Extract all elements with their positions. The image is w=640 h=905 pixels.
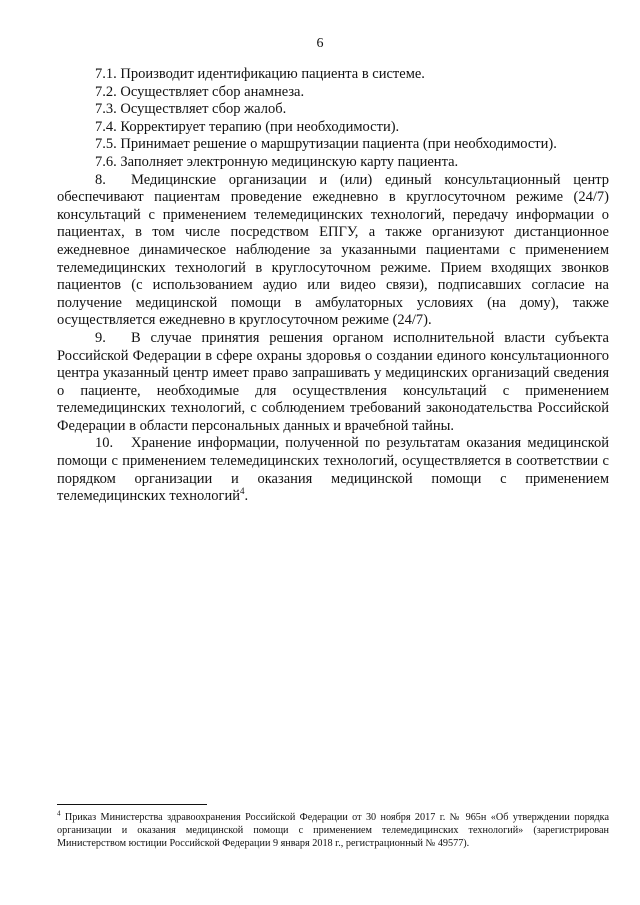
paragraph-8 (57, 172, 609, 330)
footnote-marker: 4 (57, 809, 61, 818)
footnote-reference[interactable]: 4 (240, 486, 245, 497)
footnote-text: Приказ Министерства здравоохранения Российской Федерации от 30 ноября 2017 г. № 965н «Об утверждении порядка организации и оказания медицинской помощи с применением телемедицинских технологий» (зарегистрирован Министерством юстиции Российской Федерации 9 января 2018 г., регистрационный № 49577). (57, 812, 609, 849)
paragraph-number: 10. (95, 435, 114, 452)
subitem-7-2: 7.2. Осуществляет сбор анамнеза. (95, 83, 305, 100)
subitem-7-4: 7.4. Корректирует терапию (при необходимости). (95, 118, 400, 135)
paragraph-text: В случае принятия решения органом исполнительной власти субъекта Российской Федерации в сфере охраны здоровья о создании единого консультационного центра указанный центр имеет право запрашивать у медицинских организаций сведения о пациенте, необходимые для осуществления консультаций с применением телемедицинских технологий, с соблюдением требований законодательства Российской Федерации в области персональных данных и врачебной тайны. (57, 329, 609, 434)
paragraph-text: Медицинские организации и (или) единый консультационный центр обеспечивают пациентам проведение ежедневно в круглосуточном режиме (24/7) консультаций с применением телемедицинских технологий, передачу информации о пациентах, в том числе посредством ЕПГУ, а также организуют дистанционное ежедневное динамическое наблюдение за указанными пациентами с применением телемедицинских технологий в круглосуточном режиме. Прием входящих звонков пациентов (с использованием аудио или видео связи), подписавших согласие на получение медицинской помощи в амбулаторных условиях (на дому), также осуществляется ежедневно в круглосуточном режиме (24/7). (57, 171, 609, 329)
footnote (57, 811, 609, 850)
paragraph-number: 8. (95, 171, 106, 188)
page-number: 6 (316, 36, 324, 51)
document-body (57, 66, 609, 506)
paragraph-text: Хранение информации, полученной по результатам оказания медицинской помощи с применением телемедицинских технологий, осуществляется в соответствии с порядком организации и оказания медицинской помощи с применением телемедицинских технологий (57, 435, 609, 505)
footnote-separator (57, 804, 207, 805)
paragraph-9 (57, 330, 609, 436)
paragraph-10 (57, 435, 609, 505)
subitem-7-1: 7.1. Производит идентификацию пациента в системе. (95, 66, 425, 82)
subitem-7-3: 7.3. Осуществляет сбор жалоб. (95, 101, 287, 118)
paragraph-number: 9. (95, 329, 106, 346)
subitem-7-5: 7.5. Принимает решение о маршрутизации пациента (при необходимости). (95, 136, 557, 153)
subitem-7-6: 7.6. Заполняет электронную медицинскую карту пациента. (95, 153, 459, 170)
paragraph-end: . (244, 488, 249, 505)
